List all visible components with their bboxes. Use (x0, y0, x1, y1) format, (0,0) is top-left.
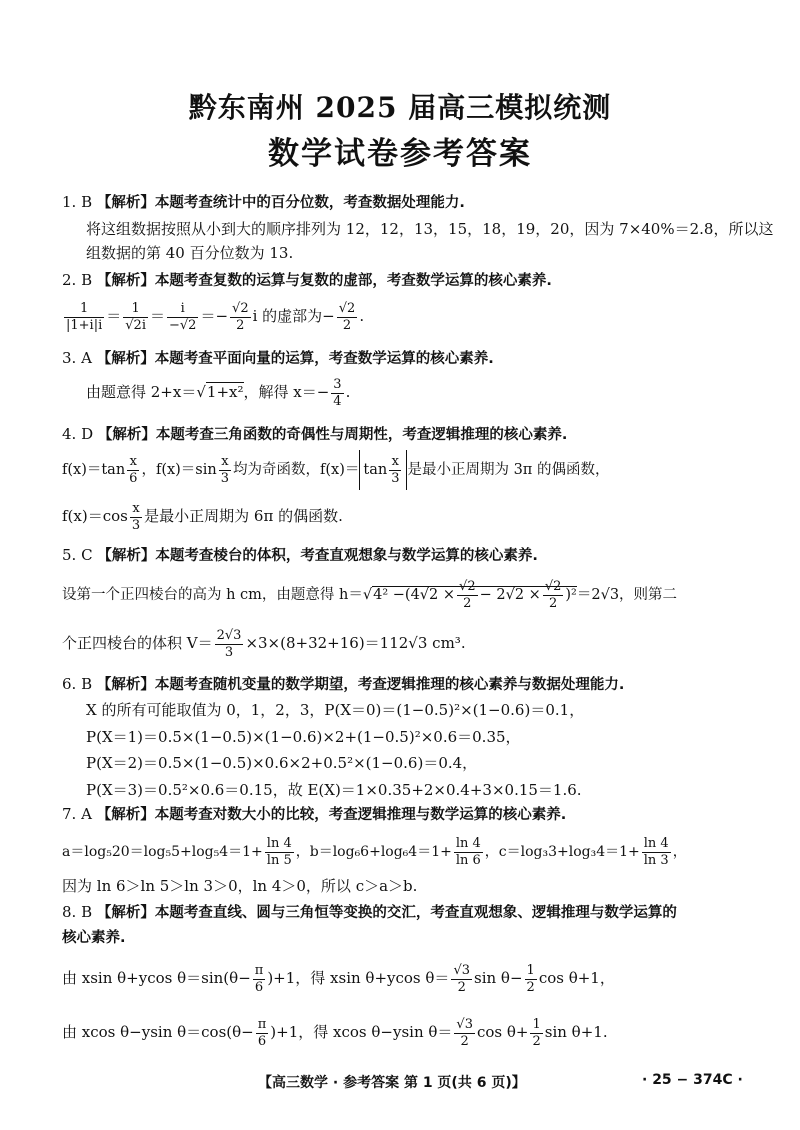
footer-code: · 25 − 374C · (642, 1072, 743, 1088)
q5-line3: 个正四棱台的体积 V＝ $\frac{2√3}{3}$ ×3×(8+32+16)＝112√3 cm³. (62, 627, 466, 660)
q8-frac-f: $\frac{1}{2}$ (532, 1016, 541, 1049)
q6-summary: 本题考查随机变量的数学期望，考查逻辑推理的核心素养与数据处理能力. (154, 677, 625, 693)
q3-sqrt: 1+x² (206, 383, 244, 401)
q4-line3: f(x)＝cos $\frac{x}{3}$ 是最小正周期为 6π 的偶函数. (62, 500, 343, 533)
q4-line2: f(x)＝tan $\frac{x}{6}$ ，f(x)＝sin $\frac{x}{3}$ 均为奇函数，f(x)＝ tan $\frac{x}{3}$ 是最小正周期为 3π 的偶函数， (62, 450, 609, 490)
q3-number: 3. A (62, 349, 92, 367)
q6-line3: P(X＝2)＝0.5×(1−0.5)×0.6×2+0.5²×(1−0.6)＝0.4， (86, 754, 478, 772)
q6-number: 6. B (62, 675, 93, 693)
q7-heading (62, 804, 566, 825)
q4-tag: 【解析】 (97, 427, 156, 443)
q4-frac-a: $\frac{x}{6}$ (129, 453, 138, 486)
q7-tag: 【解析】 (96, 807, 155, 823)
q8-number: 8. B (62, 903, 93, 921)
q2-frac-5: $\frac{√2}{2}$ (338, 300, 356, 333)
q8-frac-c: $\frac{1}{2}$ (526, 962, 535, 995)
q1-heading (62, 192, 465, 213)
q6-line2: P(X＝1)＝0.5×(1−0.5)×(1−0.6)×2+(1−0.5)²×0.6＝0.35， (86, 728, 521, 746)
q7-frac-b: $\frac{\ln 4}{\ln 6}$ (455, 835, 481, 868)
q4-frac-d: $\frac{x}{3}$ (131, 500, 141, 533)
q5-summary: 本题考查棱台的体积，考查直观想象与数学运算的核心素养. (155, 548, 538, 564)
q5-sqrt: 4² −(4√2 × $\frac{√2}{2}$ − 2√2 × $\frac{√2}{2}$ )² (373, 578, 577, 611)
q8-tag: 【解析】 (96, 905, 155, 921)
q8-line4: 由 xcos θ−ysin θ＝cos(θ− $\frac{\pi}{6}$ )+1，得 xcos θ−ysin θ＝ $\frac{√3}{2}$ cos θ+ $\frac{1}{2}$ sin θ+1. (62, 1016, 608, 1049)
q5-line2: 设第一个正四棱台的高为 h cm，由题意得 h＝√4² −(4√2 × $\frac{√2}{2}$ − 2√2 × $\frac{√2}{2}$ )²＝2√3，则第二 (62, 578, 678, 611)
footer-page-info: 【高三数学 · 参考答案 第 1 页(共 6 页)】 (258, 1075, 526, 1091)
q6-heading (62, 674, 624, 695)
q1-summary: 本题考查统计中的百分位数，考查数据处理能力. (154, 195, 465, 211)
q8-summary: 本题考查直线、圆与三角恒等变换的交汇，考查直观想象、逻辑推理与数学运算的 (154, 905, 677, 921)
q4-frac-b: $\frac{x}{3}$ (220, 453, 230, 486)
q5-frac-c: $\frac{2√3}{3}$ (216, 627, 242, 660)
q4-heading (62, 424, 567, 445)
q3-tag: 【解析】 (96, 351, 155, 367)
document-subtitle: 数学试卷参考答案 (268, 136, 532, 172)
exam-title: 黔东南州 2025 届高三模拟统测 (188, 91, 612, 124)
q8-frac-d: $\frac{\pi}{6}$ (257, 1016, 267, 1049)
q6-tag: 【解析】 (96, 677, 155, 693)
q6-line4: P(X＝3)＝0.5²×0.6＝0.15，故 E(X)＝1×0.35+2×0.4+3×0.15＝1.6. (86, 781, 582, 799)
q2-tail: i 的虚部为 (252, 307, 323, 325)
q2-tag: 【解析】 (96, 273, 155, 289)
q7-line3: 因为 ln 6＞ln 5＞ln 3＞0，ln 4＞0，所以 c＞a＞b. (62, 877, 418, 895)
q8-frac-a: $\frac{\pi}{6}$ (254, 962, 264, 995)
q7-summary: 本题考查对数大小的比较，考查逻辑推理与数学运算的核心素养. (154, 807, 567, 823)
q2-frac-2: $\frac{1}{√2i}$ (125, 300, 146, 333)
q4-number: 4. D (62, 425, 94, 443)
q8-line3: 由 xsin θ+ycos θ＝sin(θ− $\frac{\pi}{6}$ )+1，得 xsin θ+ycos θ＝ $\frac{√3}{2}$ sin θ− $\frac{1}{2}$ cos θ+1， (62, 962, 615, 995)
q8-summary-cont: 核心素养. (62, 930, 126, 946)
q7-line2: a＝log₅20＝log₅5+log₅4＝1+ $\frac{\ln 4}{\ln 5}$ ，b＝log₆6+log₆4＝1+ $\frac{\ln 4}{\ln 6}$ ，c＝log₃3+log₃4＝1+ $\frac{\ln 4}{\ln 3}$ ， (62, 835, 687, 868)
q3-formula: 由题意得 2+x＝√1+x²，解得 x＝− $\frac{3}{4}$ . (86, 376, 351, 409)
q7-number: 7. A (62, 805, 92, 823)
q4-abs-expr: tan $\frac{x}{3}$ (359, 450, 407, 490)
q2-heading (62, 270, 552, 291)
q4-summary: 本题考查三角函数的奇偶性与周期性，考查逻辑推理的核心素养. (155, 427, 568, 443)
q8-frac-b: $\frac{√3}{2}$ (453, 962, 470, 995)
q5-heading (62, 545, 538, 566)
q3-heading (62, 348, 494, 369)
q1-line2: 将这组数据按照从小到大的顺序排列为 12，12，13，15，18，19，20，因为 7×40%＝2.8，所以这 (86, 220, 774, 238)
q2-frac-4: $\frac{√2}{2}$ (232, 300, 249, 333)
q7-frac-a: $\frac{\ln 4}{\ln 5}$ (266, 835, 292, 868)
q3-frac: $\frac{3}{4}$ (333, 376, 342, 409)
q5-tag: 【解析】 (97, 548, 156, 564)
q1-number: 1. B (62, 193, 93, 211)
q3-summary: 本题考查平面向量的运算，考查数学运算的核心素养. (154, 351, 494, 367)
q2-number: 2. B (62, 271, 93, 289)
q7-frac-c: $\frac{\ln 4}{\ln 3}$ (643, 835, 669, 868)
q2-summary: 本题考查复数的运算与复数的虚部，考查数学运算的核心素养. (154, 273, 552, 289)
q2-frac-3: $\frac{i}{-√2}$ (169, 300, 197, 333)
q1-tag: 【解析】 (96, 195, 155, 211)
q6-line1: X 的所有可能取值为 0，1，2，3，P(X＝0)＝(1−0.5)²×(1−0.6)＝0.1， (86, 701, 585, 719)
q8-heading (62, 902, 677, 923)
q1-line3: 组数据的第 40 百分位数为 13. (86, 244, 294, 262)
q2-formula: $\frac{1}{|1+i|i}$ ＝ $\frac{1}{√2i}$ ＝ $\frac{i}{-√2}$ ＝− $\frac{√2}{2}$ i 的虚部为− $\frac{√2}{2}$ . (66, 300, 365, 333)
q5-number: 5. C (62, 546, 93, 564)
q8-frac-e: $\frac{√3}{2}$ (456, 1016, 473, 1049)
q2-frac-1: $\frac{1}{|1+i|i}$ (66, 300, 103, 333)
